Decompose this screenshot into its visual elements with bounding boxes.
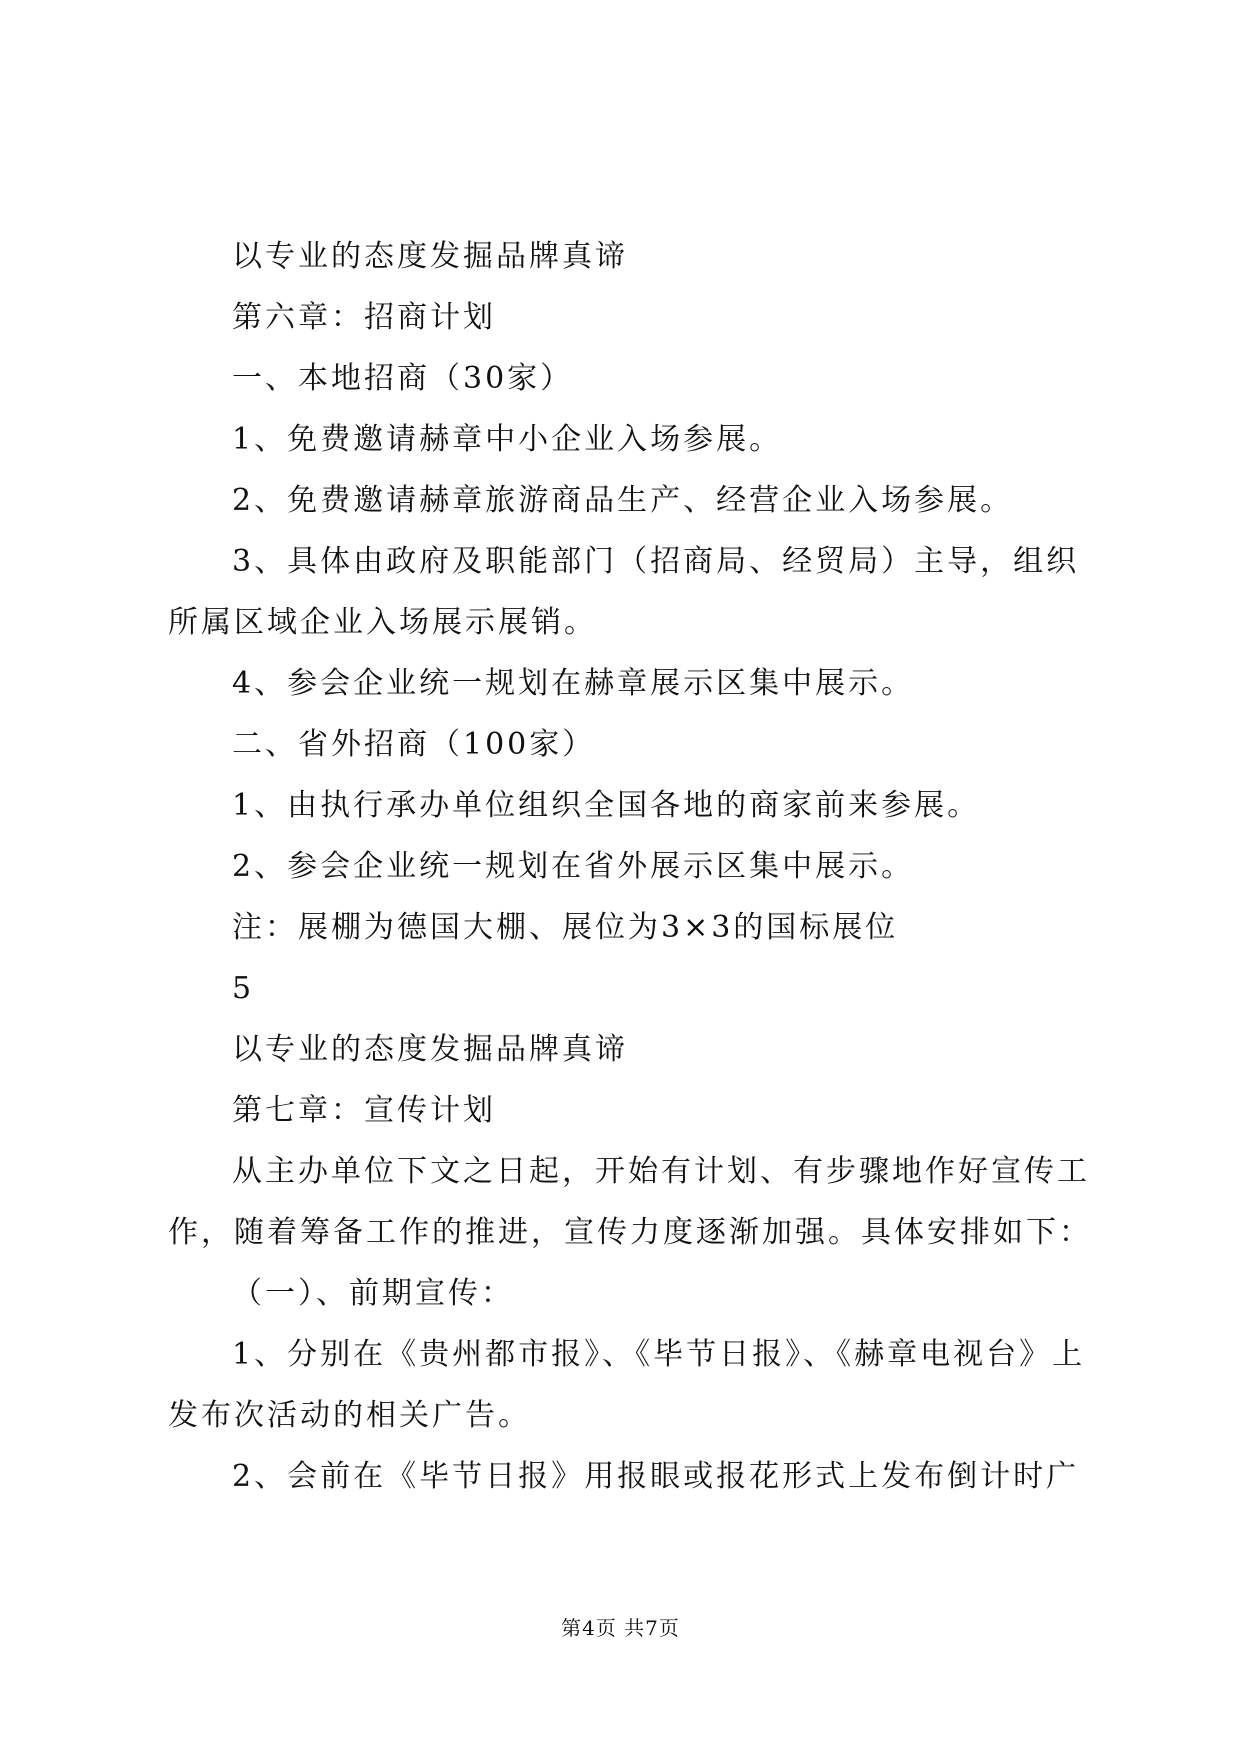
paragraph-line: 作，随着筹备工作的推进，宣传力度逐渐加强。具体安排如下： <box>168 1215 1092 1250</box>
list-item: 1、分别在《贵州都市报》、《毕节日报》、《赫章电视台》上 <box>232 1337 1086 1372</box>
list-item: 4、参会企业统一规划在赫章展示区集中展示。 <box>232 666 915 701</box>
running-header: 以专业的态度发掘品牌真谛 <box>232 1032 628 1067</box>
list-item: 3、具体由政府及职能部门（招商局、经贸局）主导，组织 <box>232 544 1080 579</box>
inline-page-number: 5 <box>232 971 255 1006</box>
page-footer: 第4页 共7页 <box>561 1616 680 1640</box>
list-item: 2、免费邀请赫章旅游商品生产、经营企业入场参展。 <box>232 483 1014 518</box>
list-item: 2、会前在《毕节日报》用报眼或报花形式上发布倒计时广 <box>232 1459 1080 1494</box>
list-item: 1、免费邀请赫章中小企业入场参展。 <box>232 422 783 457</box>
chapter-heading: 第七章：宣传计划 <box>232 1093 496 1128</box>
list-item: 1、由执行承办单位组织全国各地的商家前来参展。 <box>232 788 981 823</box>
section-heading: 一、本地招商（30家） <box>232 361 574 396</box>
list-item: 2、参会企业统一规划在省外展示区集中展示。 <box>232 849 915 884</box>
subsection-heading: （一）、前期宣传： <box>232 1276 514 1311</box>
list-item-continuation: 所属区域企业入场展示展销。 <box>168 605 597 640</box>
chapter-heading: 第六章：招商计划 <box>232 300 496 335</box>
paragraph-line: 从主办单位下文之日起，开始有计划、有步骤地作好宣传工 <box>232 1154 1090 1189</box>
running-header: 以专业的态度发掘品牌真谛 <box>232 239 628 274</box>
list-item-continuation: 发布次活动的相关广告。 <box>168 1398 531 1433</box>
section-heading: 二、省外招商（100家） <box>232 727 596 762</box>
note: 注：展棚为德国大棚、展位为3×3的国标展位 <box>232 910 899 945</box>
